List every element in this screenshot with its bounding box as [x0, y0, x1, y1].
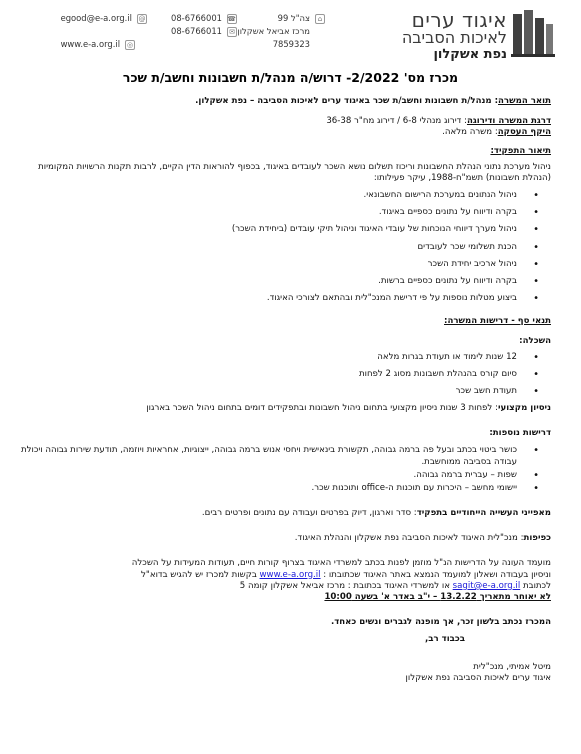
address-line-3: 7859323	[272, 39, 310, 49]
list-item: • שפות – עברית ברמה גבוהה.	[16, 470, 517, 481]
signer-organization: איגוד ערים לאיכות הסביבה נפת אשקלון	[405, 672, 551, 683]
job-title-value: : מנהל/ת חשבונות וחשב/ת שכר באיגוד ערים לאיכות הסביבה – נפת אשקלון.	[195, 96, 499, 106]
list-item: • בקרה ודיווח על נתונים כספיים באיגוד.	[16, 207, 517, 218]
phones-block	[171, 12, 237, 38]
fax-icon: ✉	[227, 27, 237, 37]
list-item: • כושר ביטוי בכתב ובעל פה ברמה גבוהה, תקשורת בינאישית ויחסי אנוש ברמה גבוהה, ייצוגיות, אחראיות ויוזמה, תודעת שירות גבוהה ויכולת עבודה בסביבה ממוחשבת.	[16, 445, 517, 467]
extra-requirements-list	[16, 445, 517, 494]
list-item: • ניהול הנתונים במערכת הרישום החשבונאי.	[16, 190, 517, 201]
list-item: • בקרה ודיווח על נתונים כספיים ברשות.	[16, 276, 517, 287]
scope-label: היקף העסקה	[497, 127, 551, 138]
education-list	[16, 352, 517, 398]
list-item: • סיום קורס בהנהלת חשבונות מסוג 2 לפחות	[16, 369, 517, 380]
duties-list	[16, 190, 517, 304]
experience-text: : לפחות 3 שנות ניסיון מקצועי בתחום ניהול חשבונות ובתפקידים דומים בתחום ניהול השכר בארגון	[146, 403, 498, 414]
deadline: לא יאוחר מתאריך 13.2.22 – י"ב באדר א' בשעה 10:00	[324, 591, 551, 602]
education-heading: השכלה:	[519, 336, 551, 347]
logo-wordmark	[402, 10, 507, 62]
logo-line-3: נפת אשקלון	[433, 47, 507, 62]
list-item: • ביצוע מטלות נוספות על פי דרישת המנכ"לית ובהתאם לצורכי האיגוד.	[16, 293, 517, 304]
list-item: • תעודת חשב שכר	[16, 386, 517, 397]
application-instructions	[16, 558, 551, 603]
application-line-2b: בקשות למכרז יש להגיש בדוא"ל	[140, 569, 260, 580]
list-item: • הכנת תשלומי שכר לעובדים	[16, 242, 517, 253]
characteristics-label: מאפייני העשייה הייחודיים בתפקיד	[416, 508, 551, 519]
experience-label: ניסיון מקצועי	[497, 403, 551, 414]
logo-line-1: איגוד ערים	[411, 8, 507, 32]
website-link[interactable]: www.e-a.org.il	[259, 569, 321, 580]
rank-label: דרגת המשרה ודירוגה	[466, 116, 551, 127]
requirements-heading: תנאי סף - דרישות המשרה:	[444, 316, 551, 327]
location-icon: ⌂	[315, 14, 325, 24]
fax-number: 08-6766011	[171, 26, 222, 36]
closing-greeting: בכבוד רב,	[424, 634, 465, 645]
characteristics-text: : סדר וארגון, דיוק בפרטים ועבודה עם נתונים ופרטים רבים.	[201, 508, 417, 519]
list-item: • 12 שנות לימוד או תעודת בגרות מלאה	[16, 352, 517, 363]
scope-value: : משרה מלאה.	[442, 127, 498, 138]
list-item: • ניהול ארכיב יחידת השכר	[16, 259, 517, 270]
page-title: מכרז מס' 2/2022- דרוש/ה מנהל/ת חשבונות וחשב/ת שכר	[122, 70, 459, 85]
logo-trees-icon	[511, 8, 555, 60]
list-item: • ניהול מערך דיווחי הנוכחות של עובדי האיגוד וניהול תיקי עובדים (ביחידת השכר)	[16, 224, 517, 235]
job-title-label: תואר המשרה	[498, 96, 551, 106]
web-contact-block	[61, 12, 147, 51]
list-item: • יישומי מחשב – היכרות עם תוכנות ה-office ותוכנות שכר.	[16, 483, 517, 494]
signer-name: מיטל אמיתי, מנכ"לית	[473, 661, 551, 672]
rank-value: : דירוג מנהלי 6-8 / דירוג מח"ר 36-38	[326, 116, 467, 127]
email-icon: @	[138, 14, 146, 23]
extra-requirements-heading: דרישות נוספות:	[489, 428, 551, 439]
application-line-3-prefix: לכתובת	[522, 580, 551, 591]
subordination-text: : מנכ"לית האיגוד לאיכות הסביבה נפת אשקלון והנהלת האיגוד.	[294, 533, 524, 544]
application-line-1: מועמד העונה על הדרישות הנ"ל מוזמן לפנות בכתב למשרדי האיגוד בצרוף קורות חיים, תעודות המעידות על השכלה	[131, 558, 551, 569]
tender-body	[16, 96, 551, 684]
phone-icon: ☎	[227, 14, 236, 23]
email-address[interactable]: egood@e-a.org.il	[60, 13, 132, 23]
phone-number: 08-6766001	[171, 13, 222, 23]
logo-line-2: לאיכות הסביבה	[401, 28, 507, 47]
description-text: ניהול מערכת נתוני הנהלת החשבונות וריכוז תשלום נושא השכר לעובדים באיגוד, בכפוף להוראות הדין הקיים, לרבות תקנות הרשויות המקומיות (הנהלת חשבונות) תשמ"ח-1988, עיקר פעילותו:	[38, 161, 551, 183]
gender-note: המכרז נכתב בלשון זכר, אך מופנה לגברים ונשים כאחד.	[330, 617, 551, 628]
website-address[interactable]: www.e-a.org.il	[60, 39, 121, 49]
letterhead	[20, 6, 555, 62]
subordination-label: כפיפות	[523, 533, 551, 544]
description-heading: תיאור התפקיד:	[490, 145, 551, 156]
address-line-1: צה"ל 99	[277, 13, 310, 23]
application-line-2: וניסיון בעבודה ושאלון למועמד הנמצא באתר האיגוד שכתובתו :	[320, 569, 551, 580]
email-link[interactable]: sagit@e-a.org.il	[452, 580, 521, 591]
address-block	[237, 12, 325, 51]
web-icon: ◎	[126, 40, 134, 49]
application-line-3: או למשרדי האיגוד בכתובת : מרכז אביאל אשקלון קומה 5	[239, 580, 453, 591]
address-line-2: מרכז אביאל אשקלון	[237, 26, 310, 36]
